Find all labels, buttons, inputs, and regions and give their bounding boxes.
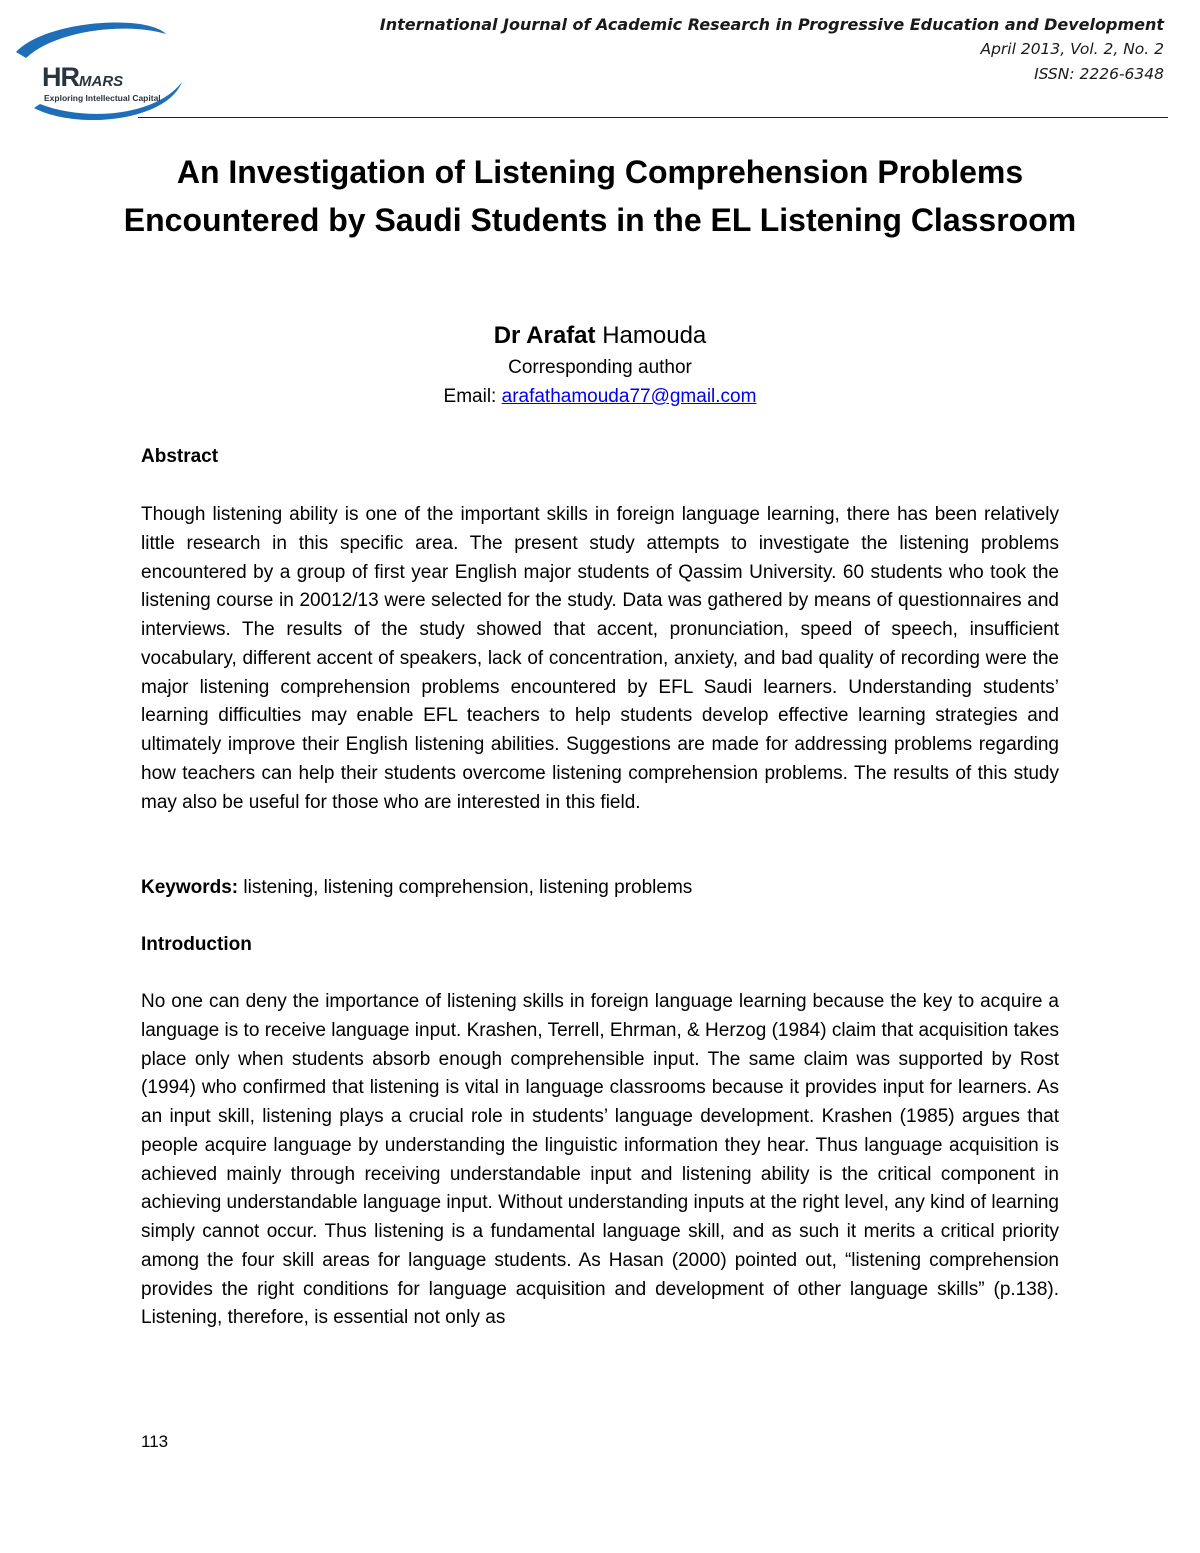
author-last-name: Hamouda	[602, 322, 707, 349]
running-header	[380, 12, 1164, 87]
keywords-line	[141, 874, 1059, 903]
author-role: Corresponding author	[508, 357, 692, 378]
abstract-heading: Abstract	[141, 446, 219, 467]
author-email-line	[0, 386, 1200, 408]
introduction-body: No one can deny the importance of listening skills in foreign language learning because the key to acquire a language is to receive language input. Krashen, Terrell, Ehrman, & Herzog (1984) claim that acquisition takes place only when students absorb enough comprehensible input. The same claim was supported by Rost (1994) who confirmed that listening is vital in language classrooms because it provides input for learners. As an input skill, listening plays a crucial role in students’ language development. Krashen (1985) argues that people acquire language by understanding the linguistic information they hear. Thus language acquisition is achieved mainly through receiving understandable input and listening ability is the critical component in achieving understandable language input. Without understanding inputs at the right level, any kind of learning simply cannot occur. Thus listening is a fundamental language skill, and as such it merits a critical priority among the four skill areas for language students. As Hasan (2000) pointed out, “listening comprehension provides the right conditions for language acquisition and development of other language skills” (p.138). Listening, therefore, is essential not only as	[141, 991, 1059, 1329]
email-label: Email:	[443, 386, 502, 407]
publisher-logo	[6, 12, 186, 130]
keywords-label: Keywords:	[141, 877, 239, 898]
header-rule	[138, 117, 1168, 118]
abstract-body: Though listening ability is one of the important skills in foreign language learning, there has been relatively little research in this specific area. The present study attempts to investigate the listening problems encountered by a group of first year English major students of Qassim University. 60 students who took the listening course in 20012/13 were selected for the study. Data was gathered by means of questionnaires and interviews. The results of the study showed that accent, pronunciation, speed of speech, insufficient vocabulary, different accent of speakers, lack of concentration, anxiety, and bad quality of recording were the major listening comprehension problems encountered by EFL Saudi learners. Understanding students’ learning difficulties may enable EFL teachers to help students develop effective learning strategies and ultimately improve their English listening abilities. Suggestions are made for addressing problems regarding how teachers can help their students overcome listening comprehension problems. The results of this study may also be useful for those who are interested in this field.	[141, 504, 1059, 813]
logo-tagline: Exploring Intellectual Capital	[44, 93, 161, 103]
introduction-heading: Introduction	[141, 934, 252, 955]
journal-issue: April 2013, Vol. 2, No. 2	[980, 40, 1164, 58]
paper-title: An Investigation of Listening Comprehension Problems Encountered by Saudi Students in the EL Listening Classroom	[123, 154, 1077, 238]
journal-issn: ISSN: 2226-6348	[1034, 65, 1164, 83]
logo-hr: HR	[42, 62, 79, 92]
author-first-name: Dr Arafat	[493, 322, 596, 349]
journal-name: International Journal of Academic Research in Progressive Education and Development	[379, 15, 1164, 34]
author-name	[0, 322, 1200, 350]
email-link[interactable]: arafathamouda77@gmail.com	[501, 386, 757, 407]
logo-wordmark	[42, 62, 123, 93]
page-number: 113	[141, 1432, 169, 1451]
logo-mars: MARS	[79, 73, 124, 90]
keywords-text: listening, listening comprehension, listening problems	[238, 877, 693, 898]
